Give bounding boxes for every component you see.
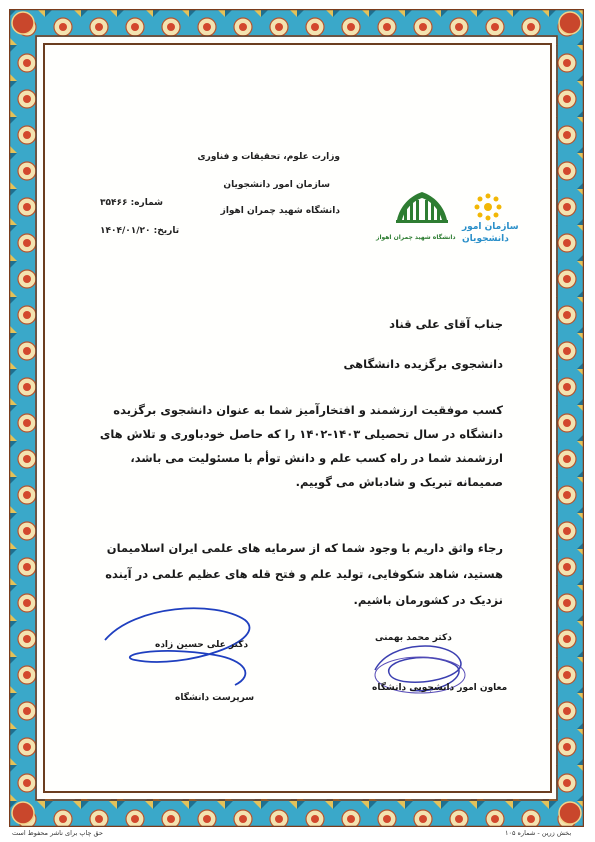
salutation: جناب آقای علی قناد [389,317,503,331]
university-logo [387,188,457,234]
footer-series: بخش زرین - شماره ۱۰۵ [505,829,572,837]
letter-title: دانشجوی برگزیده دانشگاهی [343,357,503,371]
number-label: شماره: [130,198,163,208]
org-logo-text-1: سازمان امور [462,222,519,232]
right-signatory-name: دکتر محمد بهمنی [375,633,452,643]
ministry-heading: وزارت علوم، تحقیقات و فناوری [197,152,340,162]
org-logo-sun-icon [470,192,506,222]
organization-heading: سازمان امور دانشجویان [223,180,330,190]
number-value: ۳۵۴۶۶ [100,198,128,208]
date-label: تاریخ: [153,226,180,236]
right-signatory-title: معاون امور دانشجویی دانشگاه [372,683,508,693]
left-signatory-name: دکتر علی حسین زاده [155,640,249,650]
university-heading: دانشگاه شهید چمران اهواز [220,206,340,216]
date-value: ۱۴۰۴/۰۱/۲۰ [100,226,151,236]
left-signatory-title: سرپرست دانشگاه [175,693,255,703]
letter-date [100,226,179,236]
org-logo-text-2: دانشجویان [462,234,509,244]
letter-paragraph-2: رجاء واثق داریم با وجود شما که از سرمایه های علمی ایران اسلامیمان هستید، شاهد شکوفایی، تولید علم و فتح قله های عظیم علمی در آینده نزدیک در کشورمان باشیم. [105,541,503,607]
footer-copyright: حق چاپ برای ناشر محفوظ است [12,829,103,837]
university-logo-caption: دانشگاه شهید چمران اهواز [376,234,456,241]
letter-number [100,198,163,208]
letter-paragraph-1: کسب موفقیت ارزشمند و افتخارآمیز شما به عنوان دانشجوی برگزیده دانشگاه در سال تحصیلی ۱۴۰۳-۱۴۰۲ را که حاصل خودباوری و تلاش های ارزشمند شما در راه کسب علم و دانش توأم با مسئولیت می باشد، صمیمانه تبریک و شادباش می گوییم. [99,403,503,489]
